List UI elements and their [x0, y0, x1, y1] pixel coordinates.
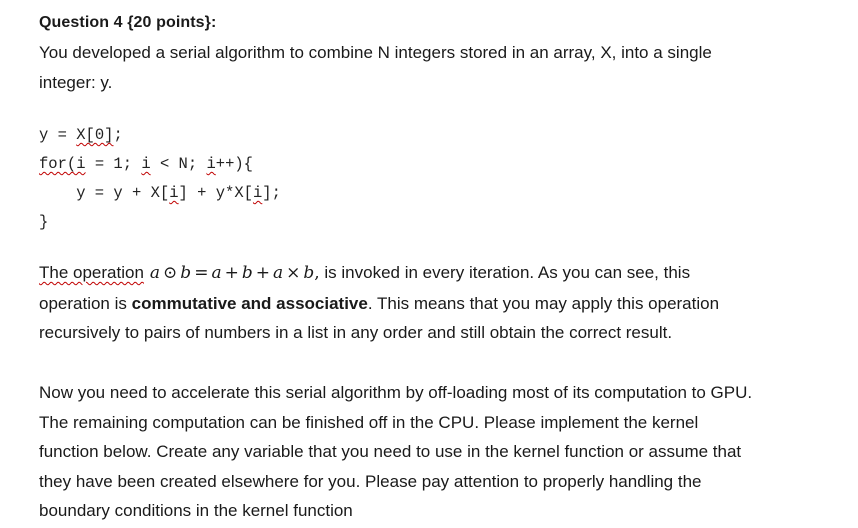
text-span: operation is: [39, 293, 132, 313]
math-op: +: [255, 263, 270, 283]
intro-paragraph: [39, 38, 829, 97]
operation-paragraph: [39, 258, 829, 348]
intro-line-2: integer: y.: [39, 72, 113, 92]
code-line-4: }: [39, 213, 49, 231]
bold-text: commutative and associative: [131, 293, 368, 313]
code-token-flagged: X[0]: [76, 126, 114, 144]
math-op: ×: [286, 263, 301, 283]
code-token: y =: [39, 126, 77, 144]
task-paragraph: [39, 378, 829, 526]
code-token-flagged: i: [206, 155, 216, 173]
math-var: b: [303, 263, 315, 283]
operation-prefix: The operation: [39, 263, 144, 282]
task-line-2: The remaining computation can be finished off in the CPU. Please implement the kernel: [39, 412, 699, 432]
code-token: ;: [113, 126, 123, 144]
math-op: =: [194, 263, 209, 283]
operation-line-2: [39, 289, 829, 319]
code-token-flagged: i: [169, 184, 179, 202]
math-var: a: [272, 263, 284, 283]
math-var: b: [180, 263, 192, 283]
question-title: Question 4 {20 points}:: [39, 14, 217, 31]
math-op: ,: [314, 263, 320, 283]
code-token-flagged: for(i: [39, 155, 86, 173]
operation-line-3: recursively to pairs of numbers in a list in any order and still obtain the correct result.: [39, 323, 673, 342]
code-token: ++){: [215, 155, 253, 173]
code-token: ] + y*X[: [178, 184, 253, 202]
math-var: a: [149, 263, 161, 283]
math-op: +: [224, 263, 239, 283]
operation-formula: [150, 263, 320, 283]
operation-line-1: [39, 258, 829, 289]
task-line-1: Now you need to accelerate this serial algorithm by off-loading most of its computation to GPU.: [39, 383, 753, 402]
code-token-flagged: i: [141, 155, 151, 173]
code-token: ];: [262, 184, 281, 202]
task-line-5: boundary conditions in the kernel function: [39, 501, 353, 520]
operation-suffix: is invoked in every iteration. As you can see, this: [319, 263, 691, 282]
code-token: y = y + X[: [39, 184, 170, 202]
task-line-4: they have been created elsewhere for you. Please pay attention to properly handling the: [39, 471, 702, 491]
math-var: b: [241, 263, 253, 283]
intro-line-1: You developed a serial algorithm to combine N integers stored in an array, X, into a single: [39, 43, 712, 62]
text-span: . This means that you may apply this operation: [367, 293, 720, 313]
code-block: [39, 121, 281, 237]
odot-symbol: ⊙: [163, 263, 178, 283]
code-line-1: [39, 121, 281, 150]
task-line-3: function below. Create any variable that you need to use in the kernel function or assume that: [39, 442, 742, 461]
code-token: < N;: [150, 155, 207, 173]
code-line-2: [39, 150, 281, 179]
code-line-3: [39, 179, 281, 208]
code-token-flagged: i: [252, 184, 263, 202]
code-token: = 1;: [85, 155, 142, 173]
math-var: a: [211, 263, 222, 283]
